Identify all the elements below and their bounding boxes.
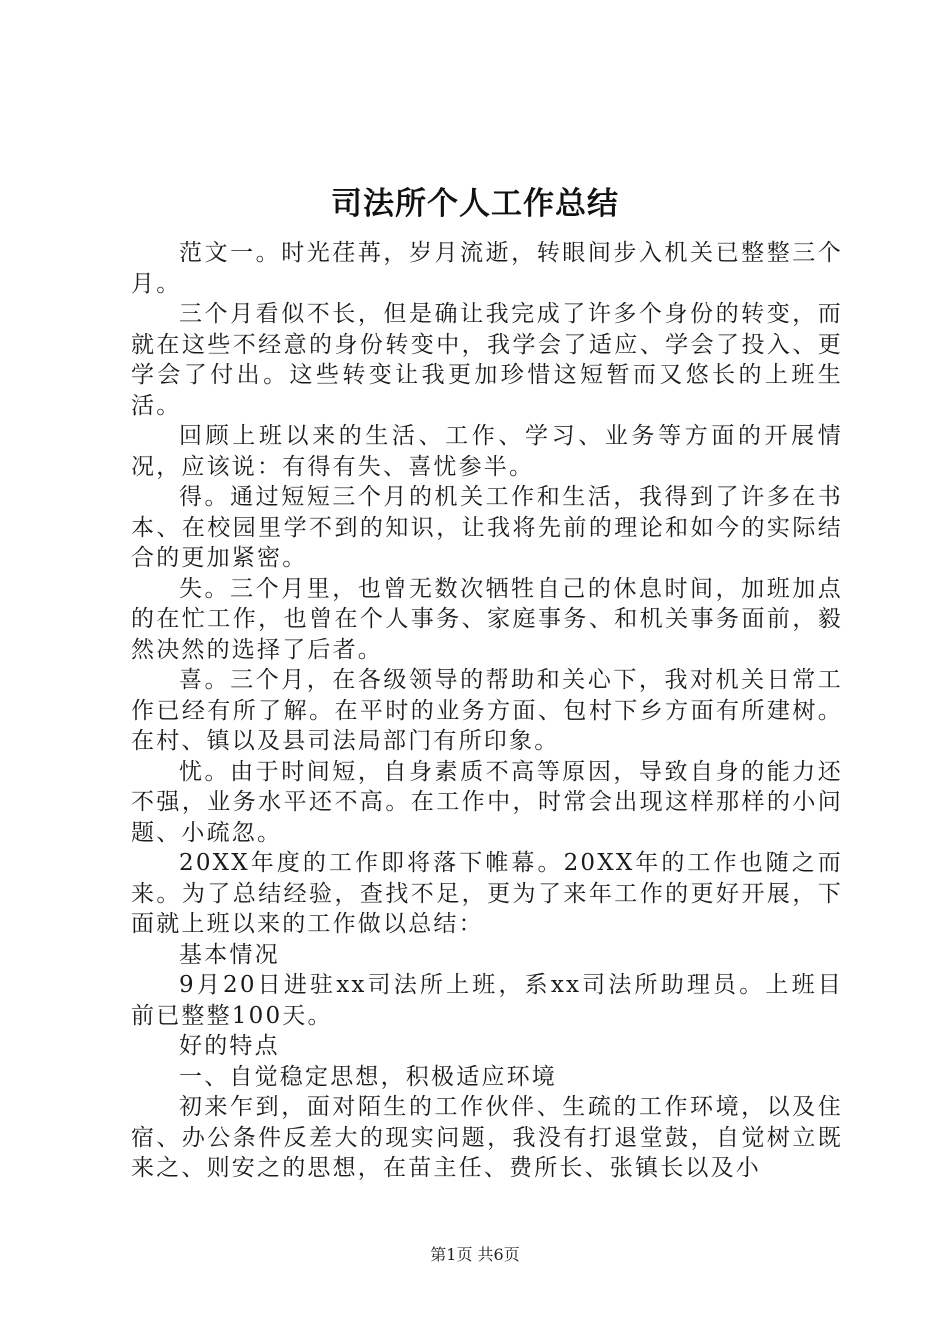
paragraph: 得。通过短短三个月的机关工作和生活，我得到了许多在书本、在校园里学不到的知识，让我将先前的理论和如今的实际结合的更加紧密。 — [131, 484, 843, 571]
section-heading: 基本情况 — [179, 941, 280, 968]
paragraph: 9月20日进驻xx司法所上班，系xx司法所助理员。上班目前已整整100天。 — [131, 972, 843, 1029]
paragraph: 喜。三个月，在各级领导的帮助和关心下，我对机关日常工作已经有所了解。在平时的业务方面、包村下乡方面有所建树。在村、镇以及县司法局部门有所印象。 — [131, 667, 843, 754]
section-heading: 好的特点 — [179, 1033, 280, 1059]
paragraph: 三个月看似不长，但是确让我完成了许多个身份的转变，而就在这些不经意的身份转变中，我学会了适应、学会了投入、更学会了付出。这些转变让我更加珍惜这短暂而又悠长的上班生活。 — [131, 301, 843, 419]
paragraph: 范文一。时光荏苒，岁月流逝，转眼间步入机关已整整三个月。 — [131, 240, 843, 297]
paragraph: 初来乍到，面对陌生的工作伙伴、生疏的工作环境，以及住宿、办公条件反差大的现实问题，我没有打退堂鼓，自觉树立既来之、则安之的思想，在苗主任、费所长、张镇长以及小 — [131, 1094, 843, 1181]
paragraph: 20XX年度的工作即将落下帷幕。20XX年的工作也随之而来。为了总结经验，查找不足，更为了来年工作的更好开展，下面就上班以来的工作做以总结： — [131, 850, 843, 937]
paragraph: 失。三个月里，也曾无数次牺牲自己的休息时间，加班加点的在忙工作，也曾在个人事务、家庭事务、和机关事务面前，毅然决然的选择了后者。 — [131, 575, 843, 663]
subsection-heading: 一、自觉稳定思想，积极适应环境 — [179, 1063, 557, 1090]
page-number-footer: 第1页 共6页 — [430, 1245, 520, 1264]
document-body — [131, 238, 843, 1184]
document-title: 司法所个人工作总结 — [331, 186, 619, 222]
paragraph: 忧。由于时间短，自身素质不高等原因，导致自身的能力还不强，业务水平还不高。在工作中，时常会出现这样那样的小问题、小疏忽。 — [131, 758, 843, 846]
paragraph: 回顾上班以来的生活、工作、学习、业务等方面的开展情况，应该说：有得有失、喜忧参半。 — [131, 423, 843, 480]
